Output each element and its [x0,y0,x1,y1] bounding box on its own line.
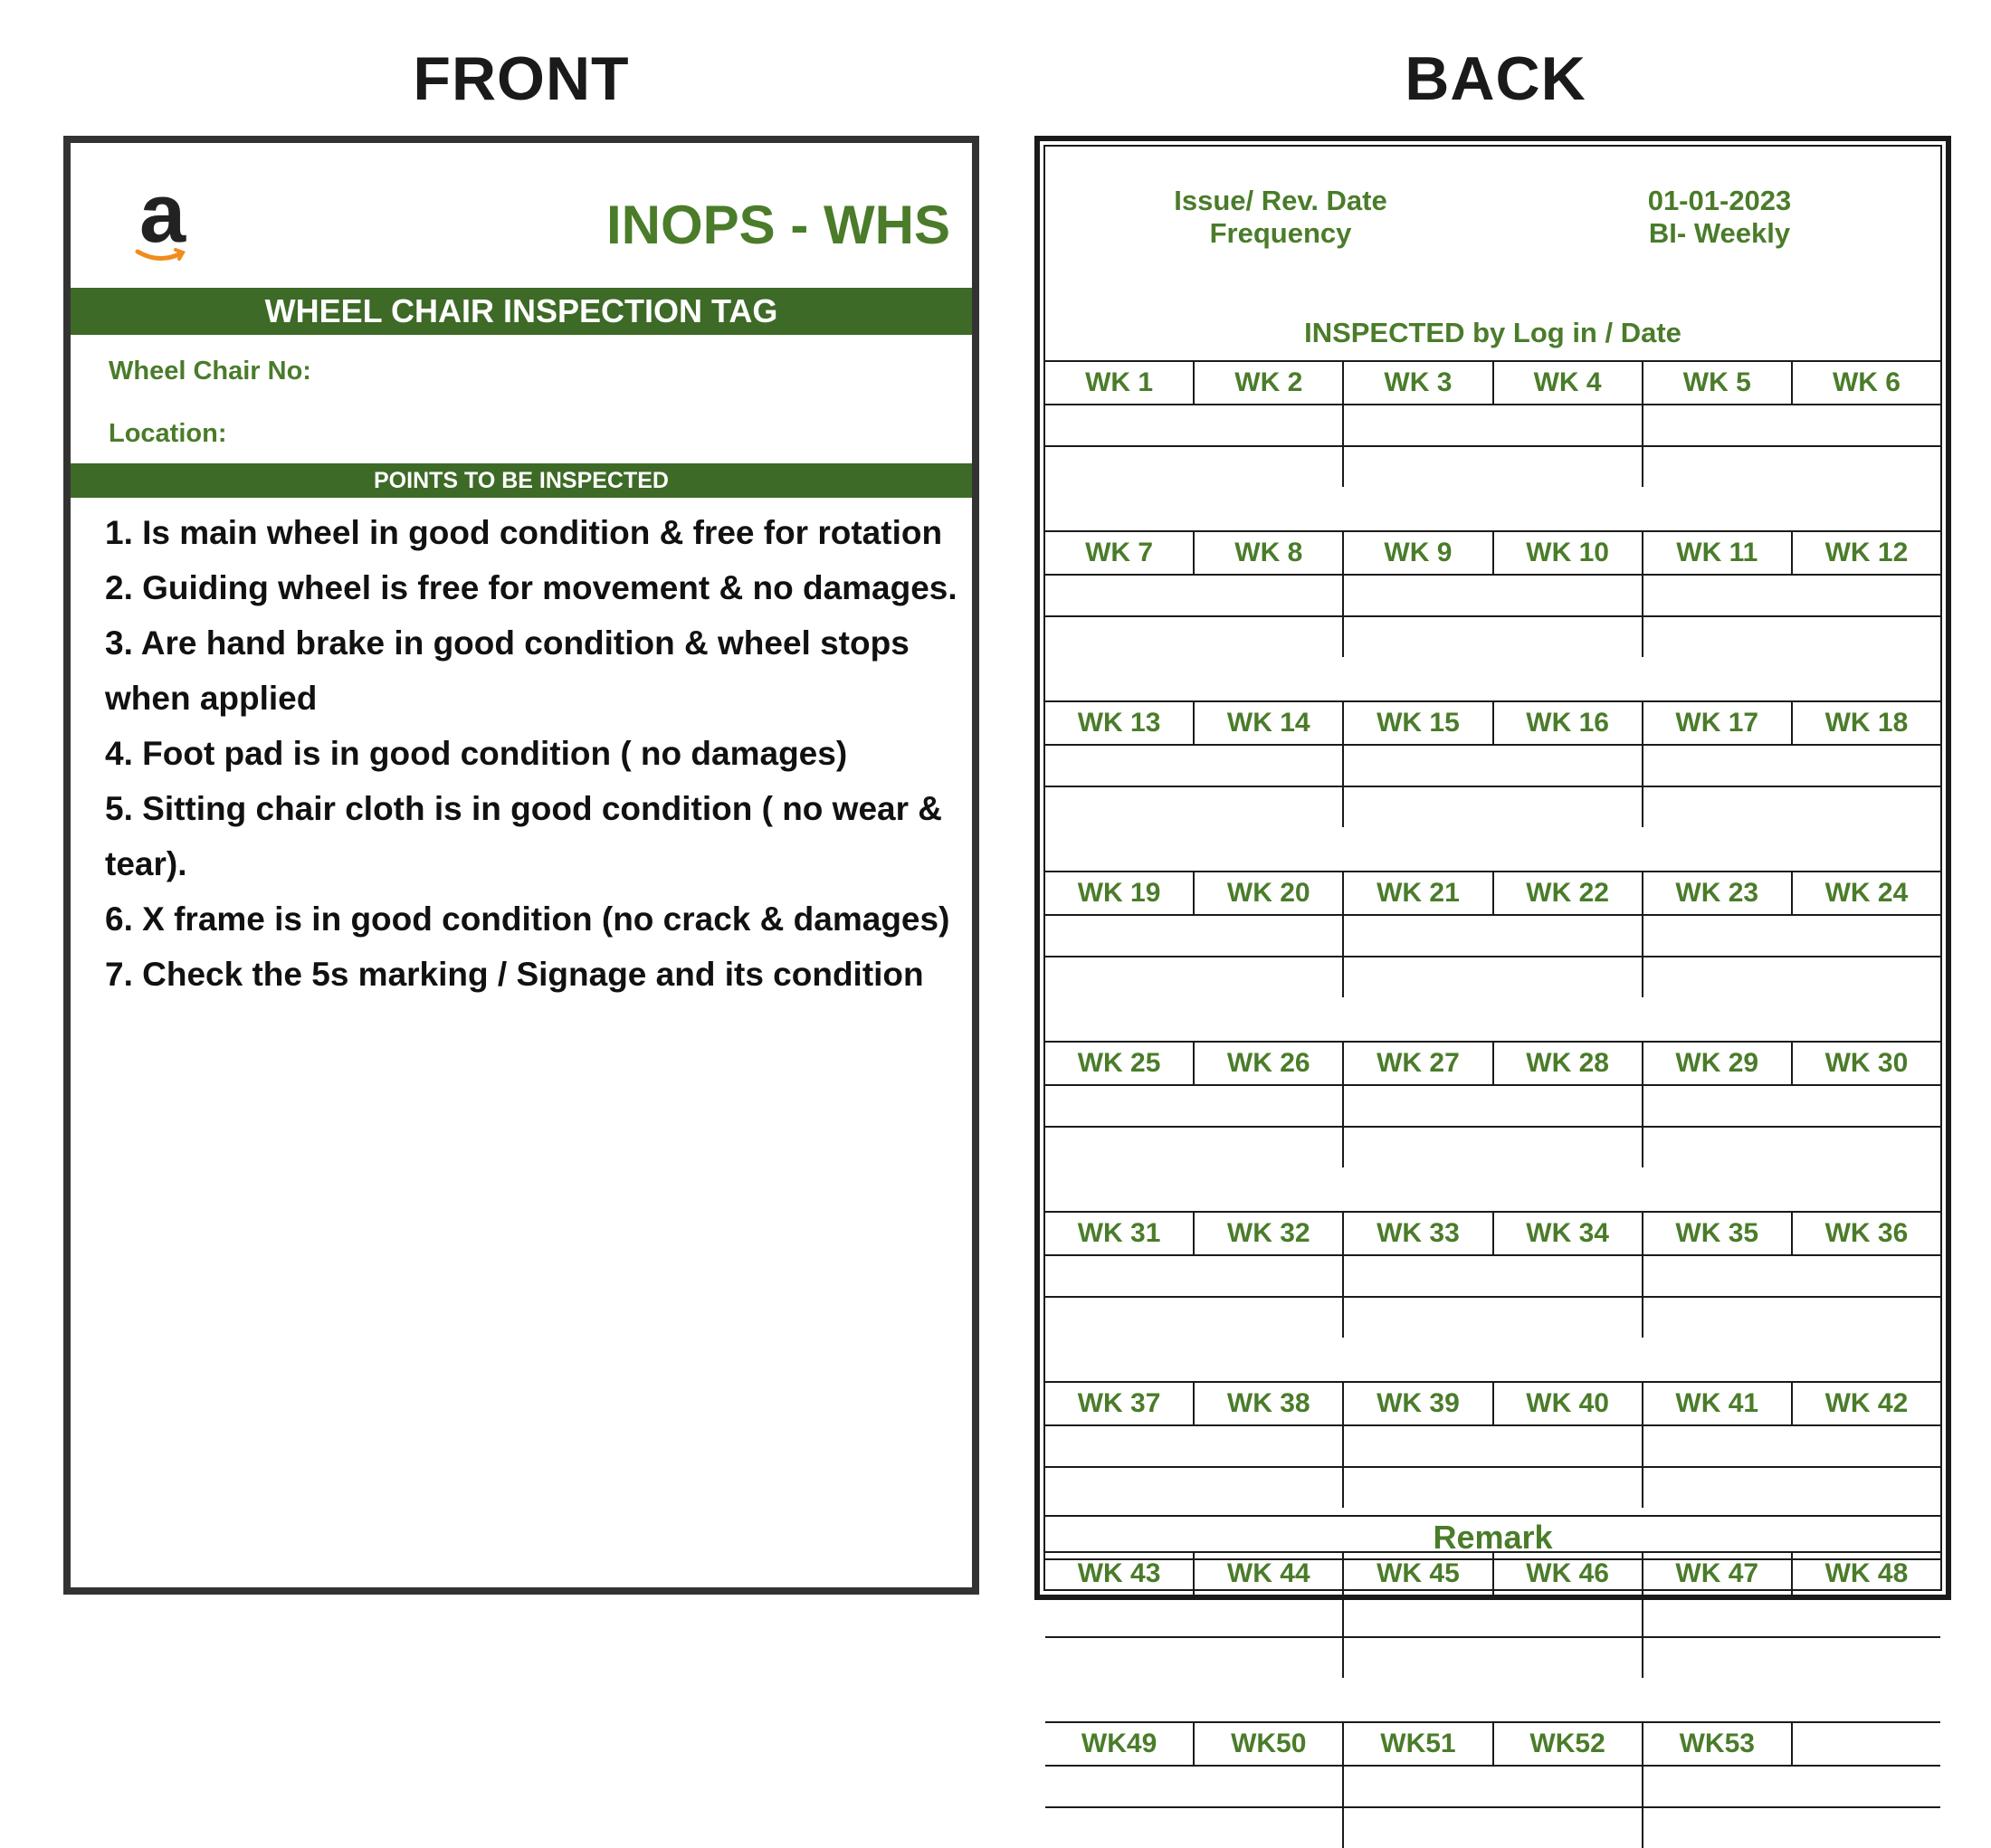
block-gap [1045,1678,1940,1721]
week-label: WK 36 [1791,1213,1940,1254]
signature-cell[interactable] [1045,1086,1342,1126]
signature-cell[interactable] [1342,957,1641,997]
signature-cell[interactable] [1342,1426,1641,1466]
signature-row [1045,1128,1940,1167]
inspection-points-list [105,505,974,1002]
signature-row [1045,1808,1940,1848]
signature-cell[interactable] [1642,957,1940,997]
signature-cell[interactable] [1642,1298,1940,1338]
signature-cell[interactable] [1642,787,1940,827]
signature-cell[interactable] [1642,1086,1940,1126]
signature-row [1045,1638,1940,1678]
week-label: WK 15 [1342,702,1491,744]
signature-cell[interactable] [1045,1256,1342,1296]
signature-cell[interactable] [1342,1086,1641,1126]
week-label [1791,1723,1940,1765]
week-block [1045,1211,1940,1338]
week-label: WK 6 [1791,362,1940,404]
week-label: WK 7 [1085,538,1154,567]
week-label: WK 42 [1791,1383,1940,1424]
signature-row [1045,746,1940,787]
week-label: WK 18 [1791,702,1940,744]
week-label: WK 37 [1077,1388,1161,1418]
week-label: WK 11 [1642,532,1791,574]
signature-cell[interactable] [1045,1767,1342,1806]
points-heading: POINTS TO BE INSPECTED [71,463,972,498]
week-block [1045,360,1940,487]
signature-cell[interactable] [1642,447,1940,487]
signature-cell[interactable] [1045,1426,1342,1466]
inspection-point: 7. Check the 5s marking / Signage and its condition [105,956,924,993]
signature-cell[interactable] [1342,447,1641,487]
signature-cell[interactable] [1642,1256,1940,1296]
inspection-point: 6. X frame is in good condition (no crack & damages) [105,900,950,938]
signature-cell[interactable] [1342,405,1641,445]
week-label: WK 23 [1642,872,1791,914]
week-label: WK 48 [1791,1553,1940,1595]
signature-cell[interactable] [1045,1298,1342,1338]
signature-row [1045,405,1940,447]
wheel-chair-no-label: Wheel Chair No: [109,357,311,386]
signature-row [1045,617,1940,657]
front-card [63,136,979,1595]
signature-cell[interactable] [1045,447,1342,487]
signature-row [1045,447,1940,487]
signature-cell[interactable] [1342,746,1641,786]
inspection-point: 5. Sitting chair cloth is in good condition ( no wear & tear). [105,790,943,882]
week-block [1045,871,1940,997]
signature-cell[interactable] [1642,405,1940,445]
week-label: WK 32 [1193,1213,1342,1254]
signature-row [1045,1298,1940,1338]
week-label: WK 41 [1642,1383,1791,1424]
week-label: WK 16 [1492,702,1642,744]
block-gap [1045,487,1940,530]
frequency-label: Frequency [1209,217,1352,249]
week-label: WK52 [1492,1723,1642,1765]
signature-row [1045,787,1940,827]
week-label: WK 47 [1642,1553,1791,1595]
signature-cell[interactable] [1642,916,1940,956]
signature-cell[interactable] [1642,1808,1940,1848]
signature-row [1045,1767,1940,1808]
signature-row [1045,1086,1940,1128]
signature-cell[interactable] [1045,617,1342,657]
week-label: WK 38 [1193,1383,1342,1424]
week-label: WK 46 [1492,1553,1642,1595]
signature-cell[interactable] [1642,1426,1940,1466]
signature-row [1045,1468,1940,1508]
week-header-row [1045,702,1940,746]
week-label: WK 12 [1791,532,1940,574]
week-label: WK 27 [1342,1043,1491,1084]
signature-row [1045,916,1940,957]
signature-row [1045,576,1940,617]
signature-cell[interactable] [1045,1638,1342,1678]
signature-cell[interactable] [1342,1808,1641,1848]
back-inner-frame [1043,145,1942,1758]
org-title: INOPS - WHS [605,195,950,255]
signature-cell[interactable] [1642,1638,1940,1678]
week-label: WK 31 [1077,1218,1161,1248]
remark-cell[interactable] [1492,1558,1642,1595]
signature-cell[interactable] [1045,405,1342,445]
week-label: WK 26 [1193,1043,1342,1084]
inspection-point: 3. Are hand brake in good condition & wheel stops when applied [105,624,910,717]
signature-cell[interactable] [1342,1128,1641,1167]
week-label: WK 28 [1492,1043,1642,1084]
week-label: WK 35 [1642,1213,1791,1254]
remark-label: Remark [1045,1515,1940,1560]
week-header-row [1045,1383,1940,1426]
week-label: WK 45 [1342,1553,1491,1595]
week-label: WK 39 [1342,1383,1491,1424]
signature-cell[interactable] [1642,1767,1940,1806]
week-label: WK 40 [1492,1383,1642,1424]
signature-cell[interactable] [1642,576,1940,615]
week-label: WK 10 [1492,532,1642,574]
week-block [1045,530,1940,657]
tag-title: WHEEL CHAIR INSPECTION TAG [71,288,972,335]
week-label: WK51 [1342,1723,1491,1765]
block-gap [1045,657,1940,700]
meta-labels [1109,185,1453,250]
signature-cell[interactable] [1342,1468,1641,1508]
week-label: WK 21 [1342,872,1491,914]
week-label: WK 17 [1642,702,1791,744]
signature-cell[interactable] [1045,916,1342,956]
week-header-row [1045,1723,1940,1767]
inspection-point: 1. Is main wheel in good condition & free for rotation [105,514,943,551]
remark-cell[interactable] [1642,1558,1791,1595]
block-gap [1045,827,1940,871]
block-gap [1045,997,1940,1041]
week-label: WK 14 [1193,702,1342,744]
remark-cell[interactable] [1791,1558,1940,1595]
signature-cell[interactable] [1045,1468,1342,1508]
week-label: WK 43 [1077,1558,1161,1588]
week-header-row [1045,1213,1940,1256]
remark-cells [1045,1558,1940,1596]
week-label: WK 9 [1342,532,1491,574]
remark-cell[interactable] [1045,1558,1193,1595]
signature-cell[interactable] [1642,1596,1940,1636]
signature-cell[interactable] [1342,916,1641,956]
frequency-value: BI- Weekly [1648,217,1791,249]
signature-row [1045,1596,1940,1638]
week-label: WK 3 [1342,362,1491,404]
week-header-row [1045,1043,1940,1086]
signature-cell[interactable] [1045,957,1342,997]
remark-cell[interactable] [1193,1558,1342,1595]
signature-cell[interactable] [1642,1128,1940,1167]
signature-cell[interactable] [1045,1596,1342,1636]
signature-row [1045,1426,1940,1468]
week-label: WK 44 [1193,1553,1342,1595]
inspection-point: 2. Guiding wheel is free for movement & no damages. [105,569,957,606]
week-label: WK 4 [1492,362,1642,404]
signature-row [1045,957,1940,997]
week-label: WK 30 [1791,1043,1940,1084]
inspection-point: 4. Foot pad is in good condition ( no damages) [105,735,848,772]
week-label: WK49 [1081,1729,1157,1758]
front-heading: FRONT [413,44,630,113]
amazon-logo-icon [132,167,214,270]
week-label: WK 1 [1085,367,1154,397]
week-block [1045,1041,1940,1167]
signature-cell[interactable] [1045,746,1342,786]
week-label: WK53 [1642,1723,1791,1765]
signature-cell[interactable] [1342,787,1641,827]
week-label: WK 20 [1193,872,1342,914]
logo-letter: a [139,167,186,260]
week-header-row [1045,532,1940,576]
week-label: WK 13 [1077,708,1161,738]
signature-cell[interactable] [1642,617,1940,657]
issue-rev-date-label: Issue/ Rev. Date [1174,185,1387,216]
logo-smile-icon [134,246,188,264]
week-label: WK 19 [1077,878,1161,908]
week-label: WK50 [1193,1723,1342,1765]
block-gap [1045,1338,1940,1381]
remark-cell[interactable] [1342,1558,1491,1595]
week-label: WK 33 [1342,1213,1491,1254]
week-label: WK 25 [1077,1048,1161,1078]
signature-cell[interactable] [1342,1256,1641,1296]
signature-cell[interactable] [1642,1468,1940,1508]
signature-row [1045,1256,1940,1298]
back-heading: BACK [1405,44,1586,113]
week-block [1045,1721,1940,1848]
inspected-heading: INSPECTED by Log in / Date [1304,317,1681,348]
week-grid [1045,360,1940,1848]
week-header-row [1045,872,1940,916]
week-label: WK 2 [1193,362,1342,404]
signature-cell[interactable] [1045,1808,1342,1848]
signature-cell[interactable] [1342,1596,1641,1636]
block-gap [1045,1167,1940,1211]
signature-cell[interactable] [1342,576,1641,615]
signature-cell[interactable] [1342,1638,1641,1678]
back-card [1034,136,1951,1758]
location-label: Location: [109,419,227,448]
signature-cell[interactable] [1045,787,1342,827]
week-label: WK 22 [1492,872,1642,914]
signature-cell[interactable] [1045,1128,1342,1167]
signature-cell[interactable] [1045,576,1342,615]
meta-values [1566,185,1873,250]
signature-cell[interactable] [1342,1298,1641,1338]
week-header-row [1045,362,1940,405]
week-label: WK 34 [1492,1213,1642,1254]
issue-rev-date-value: 01-01-2023 [1647,185,1792,216]
week-label: WK 29 [1642,1043,1791,1084]
week-block [1045,1381,1940,1508]
week-label: WK 24 [1791,872,1940,914]
signature-cell[interactable] [1342,617,1641,657]
week-label: WK 5 [1642,362,1791,404]
signature-cell[interactable] [1642,746,1940,786]
week-block [1045,700,1940,827]
week-label: WK 8 [1193,532,1342,574]
signature-cell[interactable] [1342,1767,1641,1806]
